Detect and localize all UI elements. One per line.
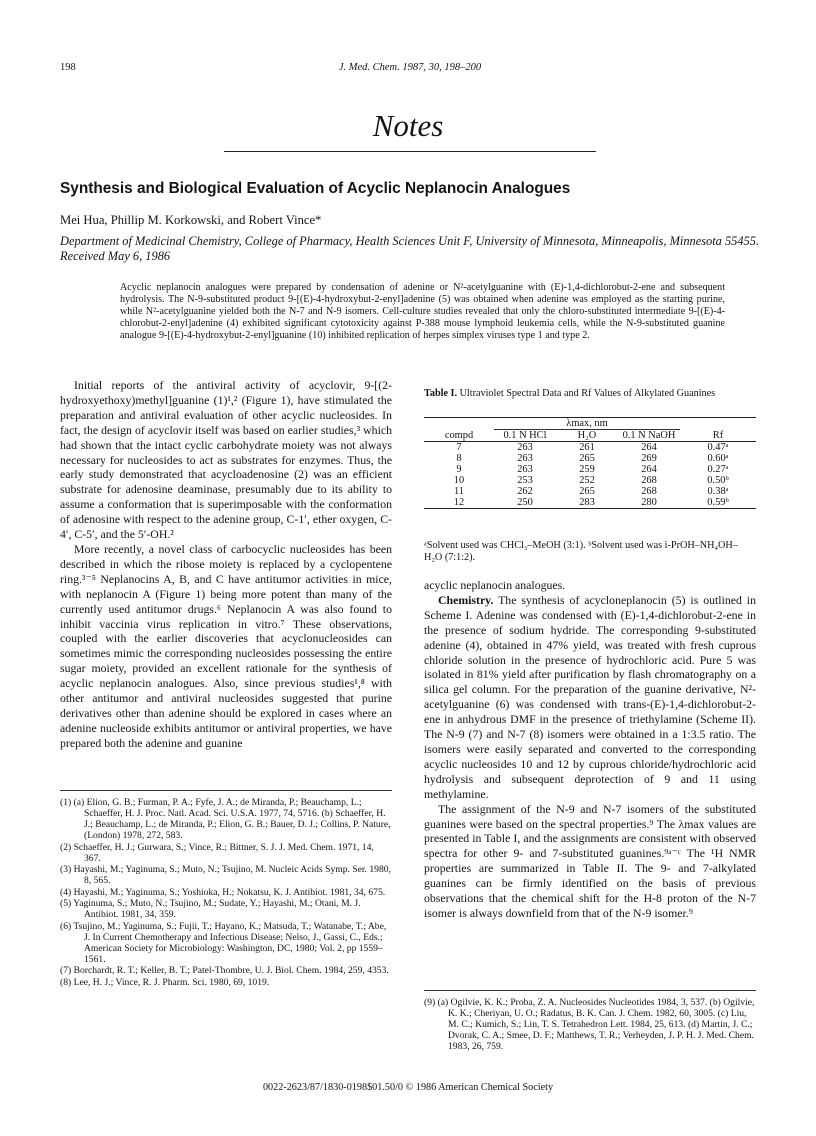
table-cell: 7 [456,442,462,453]
table-col-header: 0.1 N HCl [503,430,547,441]
table-footnote: ᵃSolvent used was CHCl₃–MeOH (3:1). ᵇSolvent used was i-PrOH–NH₄OH–H₂O (7:1:2). [424,540,738,564]
article-abstract: Acyclic neplanocin analogues were prepared by condensation of adenine or N²-acetylguanine with (E)-1,4-dichlorobut-2-ene and subsequent hydrolysis. The N-9-substituted product 9-[(E)-4-hydroxybut-2-enyl]adenine (5) was obtained when adenine was employed as the starting purine, while N²-acetylguanine yielded both the N-7 and N-9 isomers. Cell-culture studies revealed that only the chloro-substituted intermediate 9-[(E)-4-chlorobut-2-enyl]adenine (4) exhibited significant cytotoxicity against P-388 mouse lymphoid leukemia cells, while the N-9-substituted guanine analogue 9-[(E)-4-hydroxybut-2-enyl]guanine (10) inhibited replication of herpes simplex viruses type 1 and type 2. [120,282,725,341]
table-label: Table I. [424,388,458,399]
reference-item: (2) Schaeffer, H. J.; Gurwara, S.; Vince, R.; Bittner, S. J. J. Med. Chem. 1971, 14, 367. [60,841,374,864]
table-cell: 252 [579,475,595,486]
table-row [424,464,756,475]
running-header [60,62,760,78]
section-title: Notes [372,108,444,143]
table-cell: 0.38ᵃ [707,486,729,497]
article-affiliation: Department of Medicinal Chemistry, College of Pharmacy, Health Sciences Unit F, University of Minnesota, Minneapolis, Minnesota 55455. Received May 6, 1986 [60,234,760,263]
table-cell: 250 [517,497,533,508]
paragraph: The assignment of the N-9 and N-7 isomers of the substituted guanines were based on the spectral properties.⁹ The λmax values are presented in Table I, and the assignments are consistent with observed spectra for other 9- and 7-substituted guanines.⁹ᵃ⁻ᶜ The ¹H NMR properties are summarized in Table II. The 9- and 7-alkylated guanines can be firmly identified on the basis of previous observations that the chemical shift for the H-8 proton of the N-7 isomer is always downfield from that of the N-9 isomer.⁹ [424,801,756,920]
table-caption [424,388,756,400]
table-cell: 0.59ᵇ [707,497,729,508]
table-cell: 263 [517,442,533,453]
left-column-body [60,378,392,751]
paragraph: More recently, a novel class of carbocyclic nucleosides has been described in which the ribose moiety is replaced by a cyclopentene ring.³⁻⁵ Neplanocins A, B, and C have antitumor activities in mice, with neplanocin A (Figure 1) being more potent than many of the currently used antitumor drugs.⁶ Neplanocin A was also found to inhibit vaccinia virus replication in vitro.⁷ These observations, coupled with the earlier discoveries that acyclonucleosides can sometimes mimic the corresponding nucleosides possessing the entire sugar moiety, provided an excellent rationale for the synthesis of acyclic neplanocin analogues. Also, since previous studies¹,⁸ with other antitumor and antiviral nucleosides suggested that purine derivatives other than adenine should be explored in cases where an adenine nucleoside exhibits antitumor or antiviral properties, we have prepared both the adenine and guanine [60,541,392,750]
table-cell: 0.50ᵇ [707,475,729,486]
table-col-header: compd [444,429,474,441]
section-rule [224,151,596,152]
article-authors: Mei Hua, Phillip M. Korkowski, and Robert Vince* [60,213,322,227]
table-cell: 253 [517,475,533,486]
table-cell: 261 [579,442,595,453]
reference-item: (8) Lee, H. J.; Vince, R. J. Pharm. Sci. 1980, 69, 1019. [60,976,270,988]
paragraph: Initial reports of the antiviral activity of acyclovir, 9-[(2-hydroxyethoxy)methyl]guanine (1)¹,² (Figure 1), have stimulated the preparation and antiviral evaluation of other acyclic nucleosides. In fact, the design of acyclovir itself was based on earlier studies,³ which had shown that the intact cyclic carbohydrate moiety was not always necessary for nucleosides to act as substrates for enzymes. Thus, the early study demonstrated that acycloadenosine (2) was an efficient substrate for adenosine deaminase, presumably due to its ability to assume a conformation that is superimposable with the conformation of adenosine with respect to the adenine group, C-1′, ether oxygen, C-4′, C-5′, and the 5′-OH.² [60,378,392,542]
table-cell: 268 [641,475,657,486]
table-cell: 264 [641,464,657,475]
reference-item: (5) Yaginuma, S.; Muto, N.; Tsujino, M.; Sudate, Y.; Hayashi, M.; Otani, M. J. Antibiot. 1981, 34, 359. [60,898,361,921]
table-cell: 259 [579,464,595,475]
table-cell: 263 [517,453,533,464]
table-col-header: Rf [712,429,724,441]
chemistry-heading: Chemistry. [438,592,494,607]
paragraph [424,593,756,802]
table-cell: 280 [641,497,657,508]
table-caption-text: Ultraviolet Spectral Data and Rf Values of Alkylated Guanines [459,388,716,399]
table-cell: 0.27ᵃ [707,464,729,475]
reference-item: (1) (a) Elion, G. B.; Furman, P. A.; Fyfe, J. A.; de Miranda, P.; Beauchamp, L.; Schaeffer, H. J. Proc. Natl. Acad. Sci. U.S.A. 1977, 74, 5716. (b) Schaeffer, H. J.; Beauchamp, L.; de Miranda, P.; Elion, G. B.; Bauer, D. J.; Collins, P. Nature, (London) 1978, 272, 583. [60,797,391,842]
reference-item: (7) Borchardt, R. T.; Keller, B. T.; Patel-Thombre, U. J. Biol. Chem. 1984, 259, 4353. [60,965,389,977]
reference-item: (3) Hayashi, M.; Yaginuma, S.; Muto, N.; Tsujino, M. Nucleic Acids Symp. Ser. 1980, 8, 565. [60,864,391,887]
spectral-data-table [424,417,756,509]
journal-citation: J. Med. Chem. 1987, 30, 198–200 [338,62,482,73]
reference-item: (9) (a) Ogilvie, K. K.; Proba, Z. A. Nucleosides Nucleotides 1984, 3, 537. (b) Ogilvie, K. K.; Cheriyan, U. O.; Radatus, B. K. Can. J. Chem. 1982, 60, 3005. (c) Liu, M. C.; Kumich, S.; Lin, T. S. Tetrahedron Lett. 1984, 25, 613. (d) Martin, J. C.; Dvorak, C. A.; Smee, D. F.; Matthews, T. R.; Verheyden, J. P. H. J. Med. Chem. 1983, 26, 759. [424,997,755,1053]
table-row [424,453,756,464]
table-cell: 262 [517,486,533,497]
article-title: Synthesis and Biological Evaluation of Acyclic Neplanocin Analogues [60,180,571,197]
table-cell: 268 [641,486,657,497]
table-cell: 265 [579,486,595,497]
table-row [424,442,756,454]
right-references [424,990,756,1053]
table-col-header: 0.1 N NaOH [622,430,676,441]
table-cell: 0.47ᵃ [707,442,729,453]
table-row [424,475,756,486]
table-cell: 263 [517,464,533,475]
paragraph: acyclic neplanocin analogues. [424,578,566,592]
table-cell: 264 [641,442,657,453]
table-container [424,417,756,509]
table-cell: 9 [456,464,462,475]
chemistry-text: The synthesis of acycloneplanocin (5) is outlined in Scheme I. Adenine was condensed with (E)-1,4-dichlorobut-2-ene in the presence of sodium hydride. The corresponding 9-substituted adenine (4), obtained in 47% yield, was treated with fresh cuprous chloride solution in the presence of hydrochloric acid. Pure 5 was isolated in 81% yield after purification by flash chromatography on a silica gel column. For the preparation of the guanine derivative, N²-acetylguanine (6) was condensed with trans-(E)-1,4-dichlorobut-2-ene in anhydrous DMF in the presence of triethylamine (Scheme II). The N-9 (7) and N-7 (8) isomers were obtained in a 1:3.5 ratio. The isomers were easily separated and converted to the corresponding acyclic nucleosides 10 and 12 by cuprous chloride/hydrochloric acid hydrolysis and subsequent deprotection of 9 and 11 using methylamine. [424,592,756,801]
table-cell: 8 [456,453,462,464]
copyright-footer: 0022-2623/87/1830-0198$01.50/0 © 1986 American Chemical Society [262,1082,554,1093]
table-row [424,497,756,509]
reference-item: (6) Tsujino, M.; Yaginuma, S.; Fujii, T.; Hayano, K.; Matsuda, T.; Watanabe, T.; Abe, J. In Current Chemotherapy and Infectious Disease; Nelso, J., Gassi, C., Eds.; American Society for Microbiology: Washington, DC, 1980; Vol. 2, pp 1559–1561. [60,920,387,965]
table-span-header: λmax, nm [494,418,680,430]
right-column-body [424,578,756,921]
left-references [60,790,392,988]
table-cell: 265 [579,453,595,464]
table-cell: 10 [453,475,465,486]
table-cell: 269 [641,453,657,464]
table-cell: 12 [453,497,465,508]
table-cell: 11 [453,486,464,497]
table-col-header: H₂O [577,430,597,441]
table-cell: 283 [579,497,595,508]
table-row [424,486,756,497]
table-cell: 0.60ᵃ [707,453,729,464]
reference-item: (4) Hayashi, M.; Yaginuma, S.; Yoshioka, H.; Nokatsu, K. J. Antibiot. 1981, 34, 675. [60,886,386,898]
page-number: 198 [60,62,76,73]
